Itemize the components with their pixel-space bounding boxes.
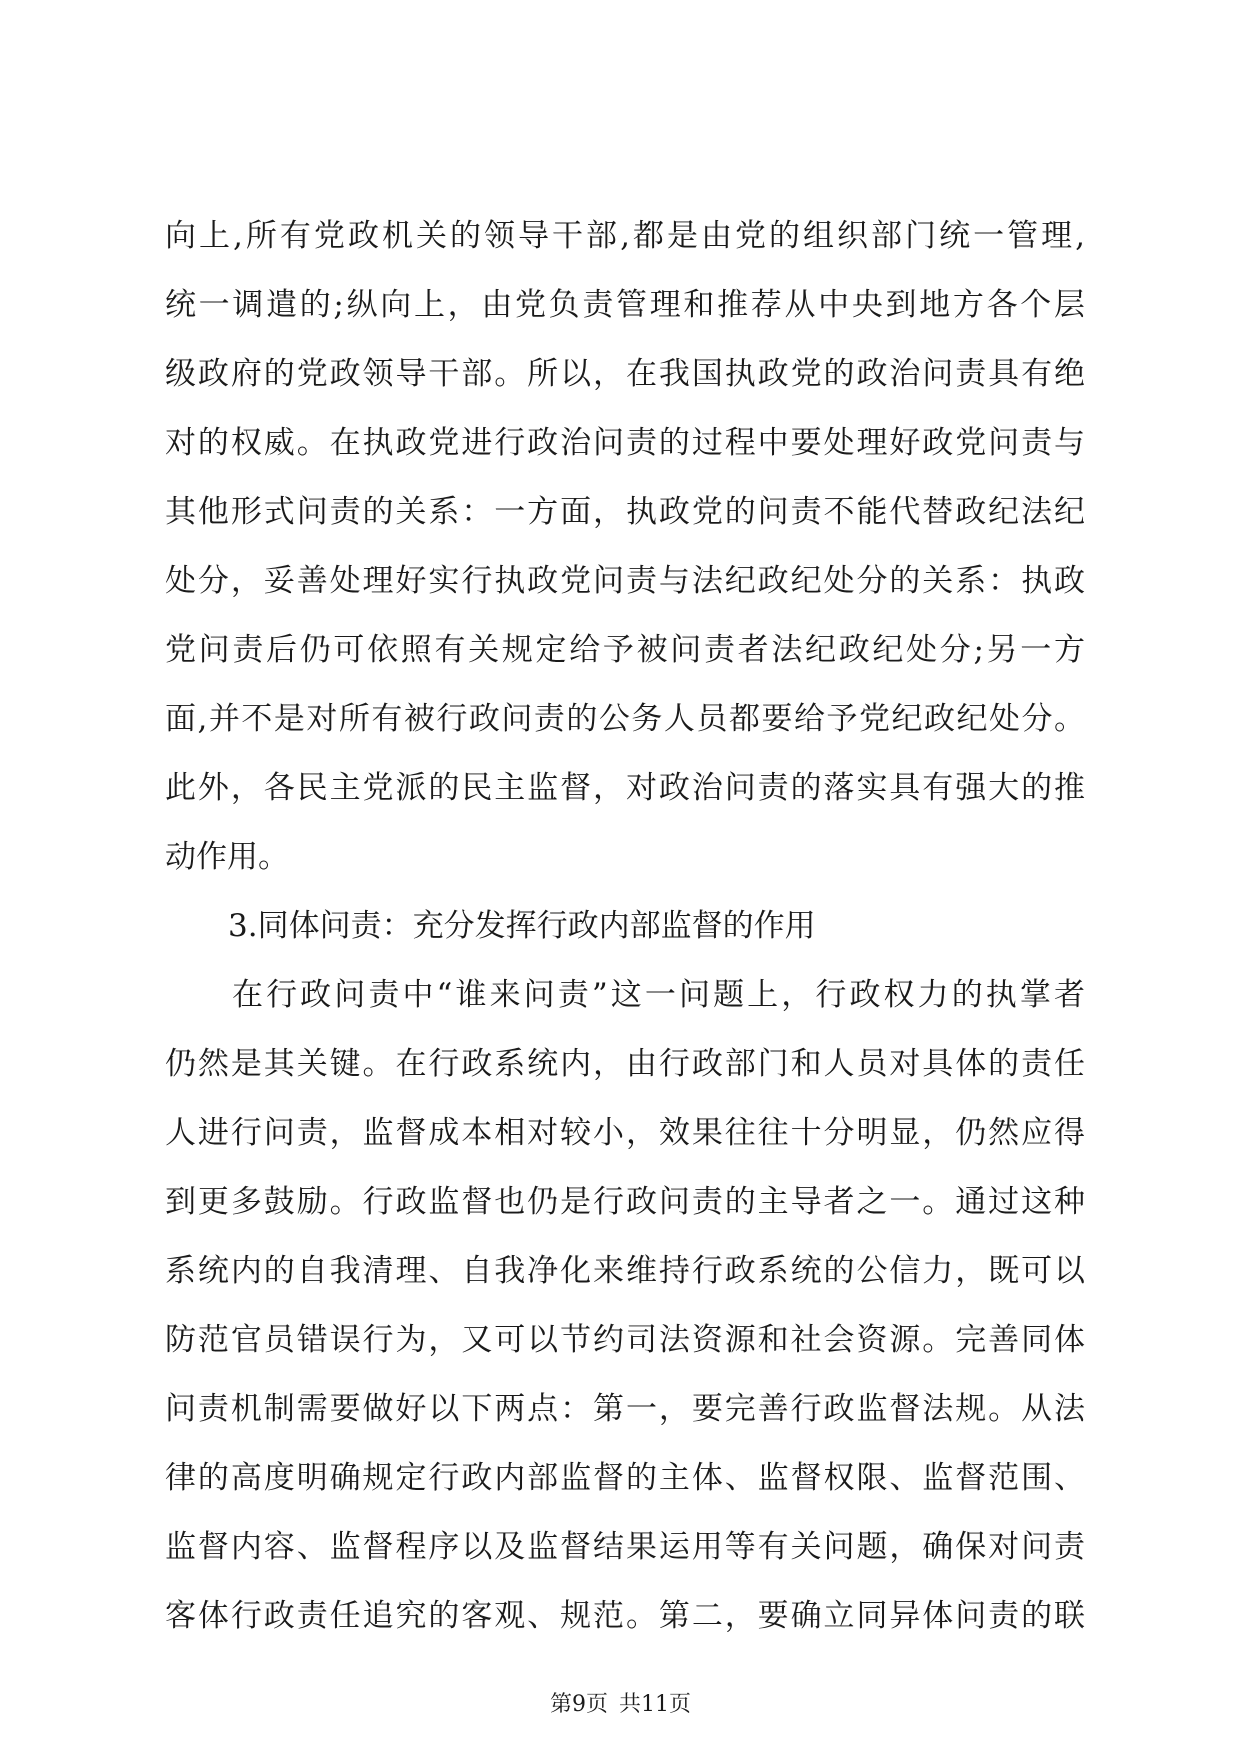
text-line: 监督内容、监督程序以及监督结果运用等有关问题，确保对问责 [165,1529,1085,1565]
text-line: 到更多鼓励。行政监督也仍是行政问责的主导者之一。通过这种 [165,1184,1085,1220]
text-line: 防范官员错误行为，又可以节约司法资源和社会资源。完善同体 [165,1322,1085,1358]
text-line: 其他形式问责的关系：一方面，执政党的问责不能代替政纪法纪 [165,494,1085,530]
text-line: 系统内的自我清理、自我净化来维持行政系统的公信力，既可以 [165,1253,1085,1289]
page-number: 第9页 [550,1692,608,1717]
page-total: 共11页 [619,1692,691,1717]
text-line: 动作用。 [165,839,289,875]
text-line: 级政府的党政领导干部。所以，在我国执政党的政治问责具有绝 [165,356,1085,392]
text-line: 仍然是其关键。在行政系统内，由行政部门和人员对具体的责任 [165,1046,1085,1082]
text-line: 对的权威。在执政党进行政治问责的过程中要处理好政党问责与 [165,425,1085,461]
text-line: 处分，妥善处理好实行执政党问责与法纪政纪处分的关系：执政 [165,563,1085,599]
text-line: 此外，各民主党派的民主监督，对政治问责的落实具有强大的推 [165,770,1085,806]
text-line: 问责机制需要做好以下两点：第一，要完善行政监督法规。从法 [165,1391,1085,1427]
text-line: 面,并不是对所有被行政问责的公务人员都要给予党纪政纪处分。 [165,701,1085,737]
page-footer-visible [0,1690,1241,1720]
text-line: 客体行政责任追究的客观、规范。第二，要确立同异体问责的联 [165,1598,1085,1634]
paragraph-first-line: 在行政问责中“谁来问责”这一问题上，行政权力的执掌者 [232,977,1085,1013]
text-line: 向上,所有党政机关的领导干部,都是由党的组织部门统一管理, [165,218,1085,254]
text-line: 统一调遣的;纵向上，由党负责管理和推荐从中央到地方各个层 [165,287,1085,323]
text-line: 党问责后仍可依照有关规定给予被问责者法纪政纪处分;另一方 [165,632,1085,668]
text-line: 律的高度明确规定行政内部监督的主体、监督权限、监督范围、 [165,1460,1085,1496]
section-heading: 3.同体问责：充分发挥行政内部监督的作用 [228,908,816,944]
text-line: 人进行问责，监督成本相对较小，效果往往十分明显，仍然应得 [165,1115,1085,1151]
